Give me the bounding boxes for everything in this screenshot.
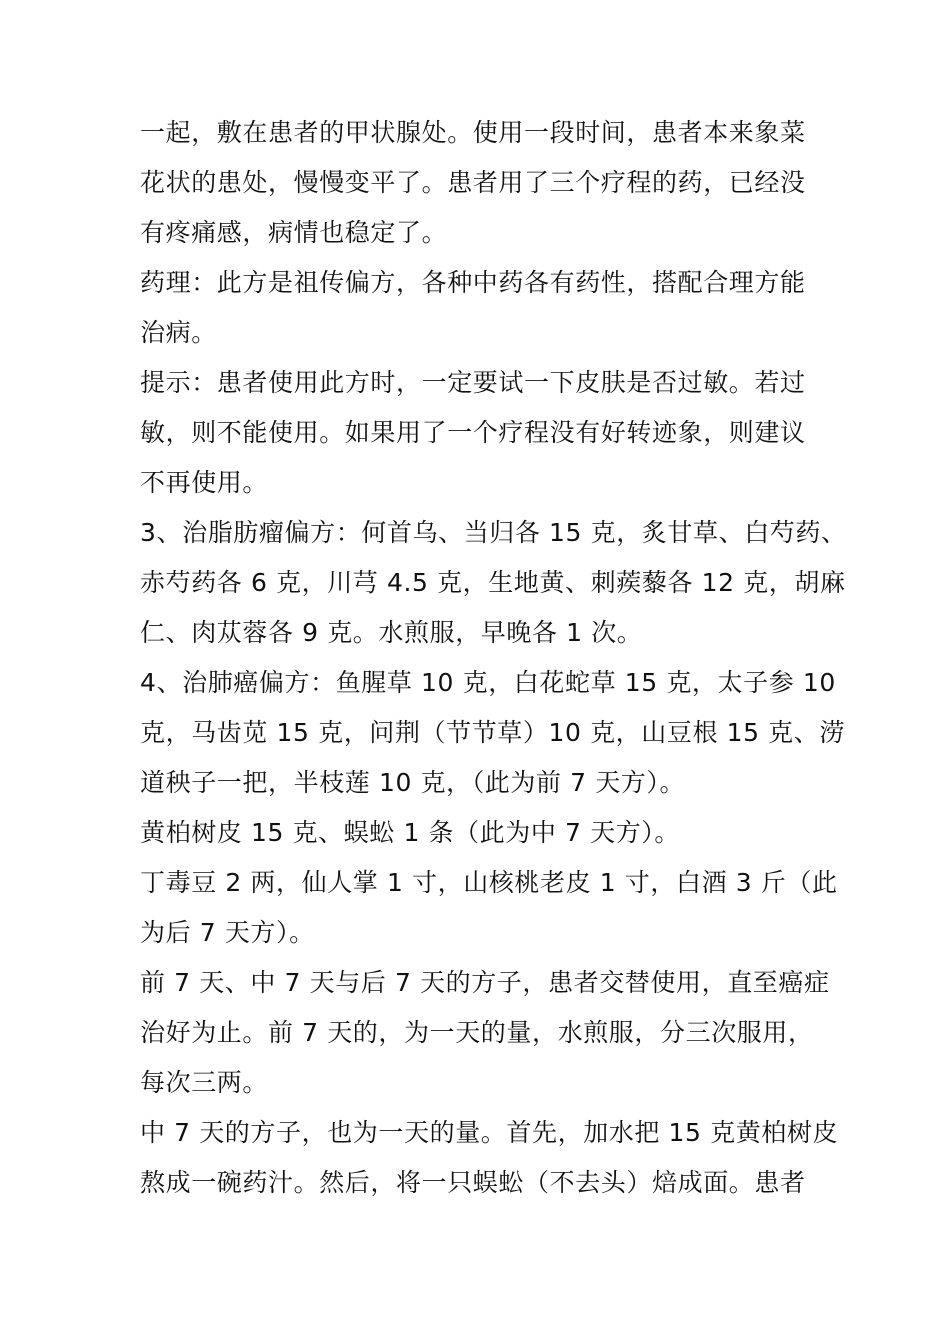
text-line-18: 前 7 天、中 7 天与后 7 天的方子，患者交替使用，直至癌症 (140, 968, 830, 997)
text-line-1: 一起，敷在患者的甲状腺处。使用一段时间，患者本来象菜 (140, 118, 806, 147)
text-line-19: 治好为止。前 7 天的，为一天的量，水煎服，分三次服用， (140, 1018, 814, 1047)
text-line-2: 花状的患处，慢慢变平了。患者用了三个疗程的药，已经没 (140, 168, 806, 197)
text-line-17: 为后 7 天方）。 (140, 918, 315, 947)
text-line-12: 4、治肺癌偏方：鱼腥草 10 克，白花蛇草 15 克，太子参 10 (140, 668, 836, 697)
text-line-14: 道秧子一把，半枝莲 10 克，（此为前 7 天方）。 (140, 768, 686, 797)
text-line-13: 克，马齿苋 15 克，问荆（节节草）10 克，山豆根 15 克、涝 (140, 718, 845, 747)
text-line-20: 每次三两。 (140, 1068, 269, 1097)
text-line-6: 提示：患者使用此方时，一定要试一下皮肤是否过敏。若过 (140, 368, 806, 397)
text-line-7: 敏，则不能使用。如果用了一个疗程没有好转迹象，则建议 (140, 418, 806, 447)
text-line-22: 熬成一碗药汁。然后，将一只蜈蚣（不去头）焙成面。患者 (140, 1168, 806, 1197)
text-line-21: 中 7 天的方子，也为一天的量。首先，加水把 15 克黄柏树皮 (140, 1118, 839, 1147)
text-line-10: 赤芍药各 6 克，川芎 4.5 克，生地黄、刺蒺藜各 12 克，胡麻 (140, 568, 846, 597)
text-line-8: 不再使用。 (140, 468, 269, 497)
text-line-3: 有疼痛感，病情也稳定了。 (140, 218, 448, 247)
text-line-15: 黄柏树皮 15 克、蜈蚣 1 条（此为中 7 天方）。 (140, 818, 681, 847)
text-line-11: 仁、肉苁蓉各 9 克。水煎服，早晚各 1 次。 (140, 618, 643, 647)
text-line-9: 3、治脂肪瘤偏方：何首乌、当归各 15 克，炙甘草、白芍药、 (140, 518, 847, 547)
text-line-5: 治病。 (140, 318, 217, 347)
document-body (140, 108, 847, 1208)
text-line-4: 药理：此方是祖传偏方，各种中药各有药性，搭配合理方能 (140, 268, 806, 297)
text-line-16: 丁毒豆 2 两，仙人掌 1 寸，山核桃老皮 1 寸，白酒 3 斤（此 (140, 868, 838, 897)
